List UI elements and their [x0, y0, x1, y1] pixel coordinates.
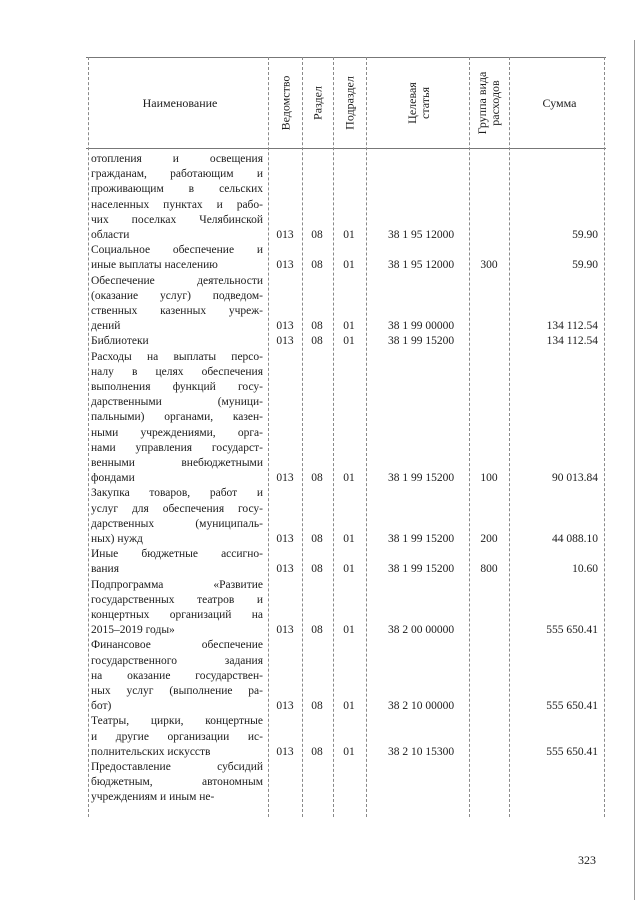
row-name-line: Финансовое обеспечение: [91, 639, 263, 652]
row-name: [91, 274, 263, 335]
row-summa: 555 650.41: [546, 624, 598, 637]
row-name-line: проживающим в сельских: [91, 183, 263, 196]
row-podrazdel: 01: [343, 533, 355, 545]
row-name-line: налу в целях обеспечения: [91, 365, 263, 378]
row-name-line: вания: [91, 563, 119, 576]
row-podrazdel: 01: [343, 335, 355, 348]
row-celevaya: 38 2 00 00000: [387, 624, 455, 637]
row-name-line: Обеспечение деятельности: [91, 274, 263, 287]
row-razdel: 08: [311, 472, 323, 485]
row-name-line: Закупка товаров, работ и: [91, 487, 263, 500]
col-rule-podrazdel: [366, 57, 367, 817]
row-name-line: (оказание услуг) подведом-: [91, 289, 263, 302]
row-name-line: бюджетным, автономным: [91, 776, 263, 789]
row-razdel: 08: [311, 745, 323, 758]
row-name-line: дарственными (муници-: [91, 396, 263, 409]
row-name-line: нами управления государст-: [91, 441, 263, 454]
row-name-line: дарственных (муниципаль-: [91, 517, 263, 530]
row-vedomstvo: 013: [276, 624, 294, 637]
row-name-line: концертных организаций на: [91, 609, 263, 621]
row-name-line: иные выплаты населению: [91, 259, 218, 272]
row-gruppa: 300: [480, 259, 498, 272]
row-name-line: чих поселках Челябинской: [91, 213, 263, 226]
col-rule-name: [268, 57, 269, 817]
row-podrazdel: 01: [343, 320, 355, 333]
row-celevaya: 38 2 10 00000: [387, 700, 455, 713]
row-razdel: 08: [311, 533, 323, 545]
row-podrazdel: 01: [343, 745, 355, 758]
row-name-line: области: [91, 229, 130, 242]
row-name: [91, 714, 263, 760]
row-name-line: населенных пунктах и рабо-: [91, 198, 263, 211]
row-celevaya: 38 1 99 15200: [387, 335, 455, 348]
row-name-line: учреждениям и иным не-: [91, 791, 215, 804]
row-name-line: Театры, цирки, концертные: [91, 715, 263, 728]
row-celevaya: 38 2 10 15300: [387, 745, 455, 758]
row-name-line: и другие организации ис-: [91, 730, 263, 743]
header-podrazdel: Подраздел: [342, 76, 357, 130]
row-name: [91, 350, 263, 487]
row-name: [91, 334, 263, 349]
row-summa: 134 112.54: [546, 320, 598, 333]
row-vedomstvo: 013: [276, 320, 294, 333]
row-vedomstvo: 013: [276, 472, 294, 485]
row-name-line: отопления и освещения: [91, 153, 263, 165]
row-razdel: 08: [311, 624, 323, 637]
row-name-line: государственных театров и: [91, 593, 263, 606]
header-razdel: Раздел: [310, 86, 325, 120]
col-rule-left: [88, 57, 89, 817]
row-name-line: венными внебюджетными: [91, 457, 263, 470]
row-summa: 134 112.54: [546, 335, 598, 348]
row-celevaya: 38 1 99 15200: [387, 472, 455, 485]
row-gruppa: 100: [480, 472, 498, 485]
row-name-line: ных) нужд: [91, 533, 143, 545]
row-razdel: 08: [311, 335, 323, 348]
row-name: [91, 760, 263, 806]
row-name-line: дений: [91, 320, 121, 333]
row-name-line: ных услуг (выполнение ра-: [91, 685, 263, 697]
row-name-line: полнительских искусств: [91, 745, 211, 758]
row-summa: 59.90: [572, 259, 598, 272]
row-razdel: 08: [311, 259, 323, 272]
row-podrazdel: 01: [343, 563, 355, 576]
row-summa: 555 650.41: [546, 745, 598, 758]
row-name-line: фондами: [91, 472, 135, 485]
row-celevaya: 38 1 99 15200: [387, 533, 455, 545]
row-name-line: 2015–2019 годы»: [91, 624, 175, 637]
row-name-line: Иные бюджетные ассигно-: [91, 548, 263, 561]
row-razdel: 08: [311, 563, 323, 576]
row-summa: 59.90: [572, 229, 598, 241]
row-razdel: 08: [311, 320, 323, 333]
row-name-line: пальными) органами, казен-: [91, 411, 263, 424]
row-celevaya: 38 1 99 15200: [387, 563, 455, 576]
row-razdel: 08: [311, 700, 323, 713]
header-gruppa: Группа вида расходов: [475, 71, 502, 135]
row-name-line: ными учреждениями, орга-: [91, 426, 263, 439]
row-name-line: на оказание государствен-: [91, 669, 263, 682]
header-vedomstvo: Ведомство: [278, 75, 293, 131]
row-name-line: Социальное обеспечение и: [91, 244, 263, 257]
header-bottom-rule: [86, 148, 606, 149]
row-vedomstvo: 013: [276, 335, 294, 348]
page-number: 323: [578, 853, 596, 867]
row-razdel: 08: [311, 229, 323, 241]
row-name: [91, 152, 263, 243]
row-name-line: Библиотеки: [91, 335, 149, 348]
row-podrazdel: 01: [343, 472, 355, 485]
col-rule-right: [604, 57, 605, 817]
row-celevaya: 38 1 99 00000: [387, 320, 455, 333]
row-summa: 44 088.10: [552, 533, 598, 545]
row-vedomstvo: 013: [276, 229, 294, 241]
row-summa: 90 013.84: [552, 472, 598, 485]
row-vedomstvo: 013: [276, 700, 294, 713]
row-name: [91, 486, 263, 547]
row-name-line: гражданам, работающим и: [91, 168, 263, 181]
row-vedomstvo: 013: [276, 259, 294, 272]
row-gruppa: 200: [480, 533, 498, 545]
row-name-line: Предоставление субсидий: [91, 761, 263, 773]
row-name-line: ственных казенных учреж-: [91, 305, 263, 317]
scan-edge: [634, 40, 635, 900]
row-vedomstvo: 013: [276, 563, 294, 576]
row-podrazdel: 01: [343, 700, 355, 713]
row-name-line: бот): [91, 700, 112, 713]
row-name-line: государственного задания: [91, 654, 263, 667]
row-celevaya: 38 1 95 12000: [387, 229, 455, 241]
row-podrazdel: 01: [343, 624, 355, 637]
table-top-rule: [86, 57, 606, 58]
row-gruppa: 800: [480, 563, 498, 576]
row-vedomstvo: 013: [276, 533, 294, 545]
row-name: [91, 638, 263, 714]
header-name: Наименование: [142, 96, 218, 110]
row-name: [91, 243, 263, 273]
row-name: [91, 547, 263, 577]
row-vedomstvo: 013: [276, 745, 294, 758]
row-summa: 10.60: [572, 563, 598, 576]
row-podrazdel: 01: [343, 229, 355, 241]
header-summa: Сумма: [542, 96, 577, 110]
row-name-line: услуг для обеспечения госу-: [91, 502, 263, 515]
header-celevaya: Целевая статья: [405, 82, 432, 124]
row-summa: 555 650.41: [546, 700, 598, 713]
row-name-line: Расходы на выплаты персо-: [91, 350, 263, 363]
row-name: [91, 578, 263, 639]
row-name-line: Подпрограмма «Развитие: [91, 578, 263, 591]
row-celevaya: 38 1 95 12000: [387, 259, 455, 272]
row-name-line: выполнения функций госу-: [91, 381, 263, 393]
row-podrazdel: 01: [343, 259, 355, 272]
